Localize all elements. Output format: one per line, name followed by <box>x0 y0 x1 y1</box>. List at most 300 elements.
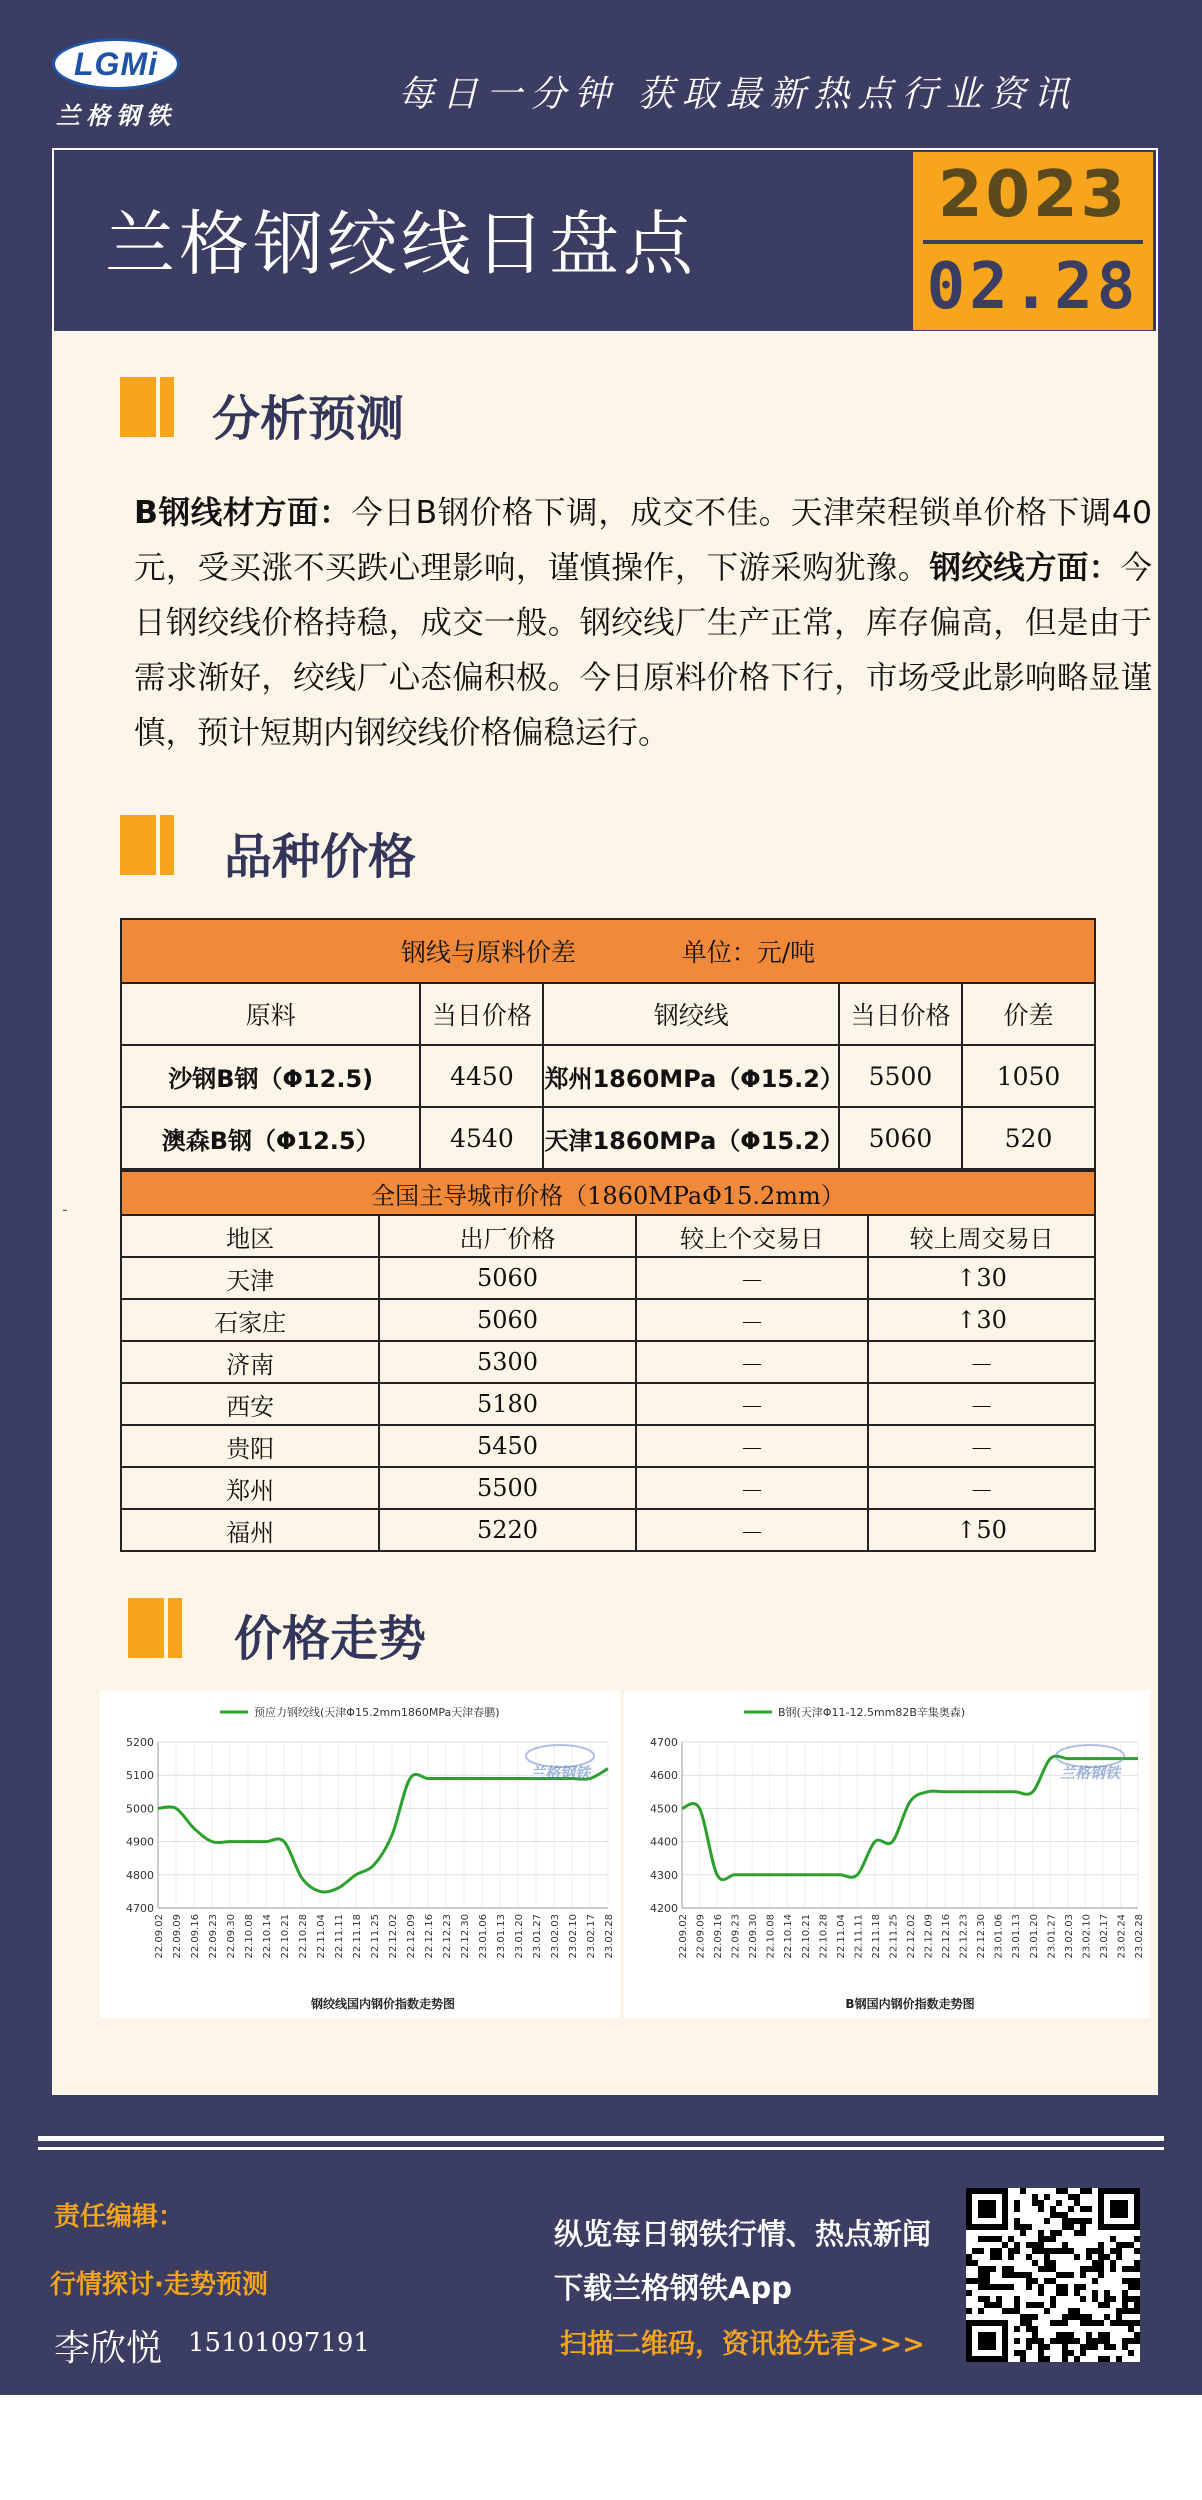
table-cell: 5180 <box>379 1383 636 1425</box>
header-cell: 较上周交易日 <box>868 1215 1095 1257</box>
qr-module <box>1134 2266 1140 2272</box>
qr-module <box>984 2284 990 2290</box>
qr-module <box>1062 2248 1068 2254</box>
qr-module <box>1062 2344 1068 2350</box>
qr-module <box>1074 2254 1080 2260</box>
qr-module <box>1098 2260 1104 2266</box>
qr-module <box>1134 2236 1140 2242</box>
qr-module <box>1080 2206 1086 2212</box>
header-cell: 当日价格 <box>420 983 543 1045</box>
qr-module <box>990 2284 996 2290</box>
x-tick-label: 22.09.02 <box>678 1914 689 1959</box>
qr-module <box>1056 2188 1062 2194</box>
qr-module <box>1050 2230 1056 2236</box>
qr-module <box>1122 2266 1128 2272</box>
qr-module <box>1098 2272 1104 2278</box>
qr-module <box>1134 2284 1140 2290</box>
date-year: 2023 <box>937 158 1129 232</box>
qr-module <box>1050 2236 1056 2242</box>
x-tick-label: 22.11.25 <box>370 1914 381 1959</box>
table-cell: － <box>868 1341 1095 1383</box>
qr-module <box>1080 2296 1086 2302</box>
qr-module <box>1074 2338 1080 2344</box>
qr-module <box>1032 2302 1038 2308</box>
qr-module <box>1038 2356 1044 2362</box>
b-steel-label: B钢线材方面： <box>134 495 352 531</box>
qr-module <box>1044 2278 1050 2284</box>
b-steel-text: 今日B钢价格下调，成交不佳。天津荣程锁单价格下调40元，受买涨不买跌心理影响，谨慎操作，下游采购犹豫。 <box>134 495 1153 586</box>
qr-module <box>1074 2194 1080 2200</box>
qr-module <box>1068 2314 1074 2320</box>
x-tick-label: 22.12.09 <box>923 1914 935 1959</box>
x-tick-label: 22.09.09 <box>695 1914 707 1959</box>
qr-module <box>1032 2314 1038 2320</box>
qr-module <box>972 2260 978 2266</box>
chart-svg <box>624 1690 1150 2018</box>
qr-module <box>1062 2284 1068 2290</box>
x-tick-label: 22.09.30 <box>748 1914 760 1959</box>
x-tick-label: 22.11.18 <box>352 1914 363 1959</box>
qr-module <box>1050 2296 1056 2302</box>
qr-module <box>1062 2218 1068 2224</box>
qr-module <box>1104 2302 1110 2308</box>
qr-module <box>1014 2242 1020 2248</box>
x-tick-label: 23.01.27 <box>1046 1914 1058 1959</box>
x-tick-label: 23.01.27 <box>532 1914 543 1959</box>
side-mark: - <box>62 1200 68 1219</box>
qr-module <box>1038 2230 1044 2236</box>
table-cell: 1050 <box>962 1045 1095 1107</box>
qr-module <box>978 2296 984 2302</box>
section-title-trend: 价格走势 <box>234 1611 427 1667</box>
qr-module <box>1080 2224 1086 2230</box>
x-tick-label: 22.09.23 <box>208 1914 219 1959</box>
table-cell: － <box>868 1467 1095 1509</box>
x-tick-label: 23.02.17 <box>1098 1914 1110 1959</box>
city-price-table <box>120 1170 1096 1552</box>
table-cell: － <box>636 1383 868 1425</box>
table-row <box>121 1045 1095 1107</box>
table-row <box>121 1425 1095 1467</box>
qr-module <box>978 2284 984 2290</box>
table-cell: 沙钢B钢（Φ12.5) <box>121 1045 420 1107</box>
qr-module <box>1080 2314 1086 2320</box>
strand-text: 今日钢绞线价格持稳，成交一般。钢绞线厂生产正常，库存偏高，但是由于需求渐好，绞线厂心态偏积极。今日原料价格下行，市场受此影响略显谨慎，预计短期内钢绞线价格偏稳运行。 <box>134 550 1152 751</box>
qr-module <box>1080 2230 1086 2236</box>
qr-module <box>1092 2296 1098 2302</box>
qr-module <box>990 2254 996 2260</box>
qr-module <box>1086 2206 1092 2212</box>
qr-module <box>1032 2200 1038 2206</box>
qr-module <box>1062 2188 1068 2194</box>
qr-module <box>1062 2356 1068 2362</box>
qr-module <box>1080 2344 1086 2350</box>
qr-module <box>1080 2218 1086 2224</box>
qr-module <box>1044 2248 1050 2254</box>
qr-module <box>1050 2266 1056 2272</box>
footer-line-3[interactable]: 扫描二维码，资讯抢先看>>> <box>560 2329 925 2360</box>
qr-module <box>1110 2236 1116 2242</box>
table-cell: 5220 <box>379 1509 636 1551</box>
x-tick-label: 23.01.20 <box>514 1914 525 1959</box>
qr-module <box>1026 2338 1032 2344</box>
table-cell: 5500 <box>379 1467 636 1509</box>
qr-module <box>1032 2260 1038 2266</box>
qr-module <box>1122 2308 1128 2314</box>
table-cell: 济南 <box>121 1341 379 1383</box>
qr-module <box>1098 2320 1104 2326</box>
logo-cn: 兰格钢铁 <box>56 101 176 130</box>
header-cell: 地区 <box>121 1215 379 1257</box>
qr-module <box>1098 2356 1104 2362</box>
qr-module <box>1104 2254 1110 2260</box>
qr-module <box>1092 2266 1098 2272</box>
header-cell: 当日价格 <box>839 983 962 1045</box>
x-tick-label: 23.02.24 <box>1116 1914 1128 1959</box>
qr-module <box>1002 2242 1008 2248</box>
qr-module <box>1080 2266 1086 2272</box>
x-tick-label: 22.11.11 <box>853 1914 865 1959</box>
table-cell: 郑州1860MPa（Φ15.2） <box>543 1045 838 1107</box>
table-cell: － <box>636 1299 868 1341</box>
table-cell: － <box>636 1425 868 1467</box>
slogan: 每日一分钟 获取最新热点行业资讯 <box>398 74 1078 115</box>
table-cell: 5060 <box>379 1257 636 1299</box>
qr-module <box>1104 2314 1110 2320</box>
qr-module <box>1038 2338 1044 2344</box>
qr-module <box>1050 2248 1056 2254</box>
qr-module <box>1008 2254 1014 2260</box>
qr-module <box>1032 2332 1038 2338</box>
y-tick-label: 4900 <box>126 1835 154 1849</box>
qr-module <box>1134 2332 1140 2338</box>
analysis-text <box>134 486 1152 761</box>
table-cell: 石家庄 <box>121 1299 379 1341</box>
qr-module <box>1062 2242 1068 2248</box>
qr-module <box>1062 2338 1068 2344</box>
qr-module <box>996 2296 1002 2302</box>
qr-module <box>1092 2338 1098 2344</box>
qr-module <box>1086 2320 1092 2326</box>
qr-module <box>1116 2320 1122 2326</box>
date-month-day: 02.28 <box>926 250 1140 324</box>
qr-module <box>1122 2344 1128 2350</box>
qr-module <box>1104 2332 1110 2338</box>
qr-module <box>1104 2338 1110 2344</box>
footer-tagline: 行情探讨·走势预测 <box>50 2270 268 2300</box>
qr-module <box>996 2248 1002 2254</box>
qr-module <box>1122 2320 1128 2326</box>
qr-module <box>1086 2338 1092 2344</box>
qr-module <box>1074 2200 1080 2206</box>
qr-module <box>1050 2278 1056 2284</box>
qr-module <box>1032 2326 1038 2332</box>
qr-module <box>1110 2320 1116 2326</box>
qr-module <box>1020 2314 1026 2320</box>
table-cell: 西安 <box>121 1383 379 1425</box>
qr-module <box>1002 2266 1008 2272</box>
strand-label: 钢绞线方面： <box>929 550 1121 586</box>
qr-module <box>1074 2284 1080 2290</box>
qr-module <box>1038 2266 1044 2272</box>
qr-module <box>1044 2218 1050 2224</box>
table-cell: － <box>868 1383 1095 1425</box>
qr-module <box>1056 2272 1062 2278</box>
table-cell: 5300 <box>379 1341 636 1383</box>
qr-module <box>1038 2200 1044 2206</box>
qr-module <box>1032 2278 1038 2284</box>
x-tick-label: 23.01.13 <box>1011 1914 1023 1959</box>
qr-module <box>1014 2206 1020 2212</box>
spread-table <box>120 918 1096 1170</box>
x-tick-label: 22.12.09 <box>406 1914 417 1959</box>
qr-module <box>990 2302 996 2308</box>
qr-module <box>1056 2284 1062 2290</box>
qr-module <box>1068 2194 1074 2200</box>
table-cell: 4450 <box>420 1045 543 1107</box>
qr-module <box>1068 2248 1074 2254</box>
x-tick-label: 23.01.13 <box>496 1914 507 1959</box>
qr-module <box>984 2278 990 2284</box>
qr-module <box>1038 2302 1044 2308</box>
qr-module <box>1098 2248 1104 2254</box>
x-tick-label: 22.10.28 <box>818 1914 830 1959</box>
qr-module <box>1080 2284 1086 2290</box>
qr-module <box>1098 2338 1104 2344</box>
qr-module <box>1038 2290 1044 2296</box>
qr-module <box>996 2254 1002 2260</box>
qr-module <box>1020 2224 1026 2230</box>
date-divider <box>923 240 1143 244</box>
x-tick-label: 22.09.30 <box>226 1914 237 1959</box>
qr-module <box>1026 2284 1032 2290</box>
table-row <box>121 1299 1095 1341</box>
qr-module <box>1110 2260 1116 2266</box>
qr-module <box>1038 2344 1044 2350</box>
qr-module <box>1128 2284 1134 2290</box>
table-row <box>121 1509 1095 1551</box>
qr-module <box>1038 2242 1044 2248</box>
qr-module <box>1080 2272 1086 2278</box>
qr-module <box>1128 2266 1134 2272</box>
y-tick-label: 4400 <box>650 1835 678 1849</box>
table-cell: ↑30 <box>868 1257 1095 1299</box>
qr-module <box>1128 2242 1134 2248</box>
table-cell: 贵阳 <box>121 1425 379 1467</box>
editor-label: 责任编辑： <box>54 2202 185 2232</box>
qr-module <box>1044 2260 1050 2266</box>
table-cell: － <box>636 1341 868 1383</box>
qr-module <box>1092 2260 1098 2266</box>
qr-module <box>1104 2344 1110 2350</box>
qr-module <box>1020 2272 1026 2278</box>
qr-module <box>1032 2248 1038 2254</box>
watermark-label: 兰格钢铁 <box>1059 1764 1121 1782</box>
qr-module <box>1116 2242 1122 2248</box>
qr-module <box>1092 2344 1098 2350</box>
table-cell: 郑州 <box>121 1467 379 1509</box>
header-cell: 钢绞线 <box>543 983 838 1045</box>
qr-module <box>978 2278 984 2284</box>
qr-module <box>1086 2314 1092 2320</box>
qr-module <box>1002 2272 1008 2278</box>
qr-module <box>996 2236 1002 2242</box>
qr-module <box>1056 2332 1062 2338</box>
qr-module <box>1026 2302 1032 2308</box>
qr-module <box>1074 2290 1080 2296</box>
qr-module <box>966 2290 972 2296</box>
qr-module <box>1134 2308 1140 2314</box>
qr-module <box>1128 2278 1134 2284</box>
qr-module <box>1074 2314 1080 2320</box>
legend-label: 预应力钢绞线(天津Φ15.2mm1860MPa天津春鹏) <box>254 1706 500 1719</box>
qr-module <box>1014 2224 1020 2230</box>
table-cell: 4540 <box>420 1107 543 1169</box>
footer-line-1: 纵览每日钢铁行情、热点新闻 <box>554 2217 932 2251</box>
qr-module <box>1008 2284 1014 2290</box>
qr-module <box>1008 2248 1014 2254</box>
qr-module <box>966 2260 972 2266</box>
qr-module <box>1038 2248 1044 2254</box>
y-tick-label: 5200 <box>126 1736 154 1749</box>
section-title-prices: 品种价格 <box>224 829 417 885</box>
qr-module <box>1032 2338 1038 2344</box>
x-tick-label: 22.10.14 <box>783 1914 795 1959</box>
qr-module <box>1014 2296 1020 2302</box>
x-tick-label: 23.01.20 <box>1028 1914 1040 1959</box>
spread-title: 钢线与原料价差 <box>400 938 576 967</box>
qr-module <box>966 2254 972 2260</box>
qr-module <box>1134 2296 1140 2302</box>
b-steel-price-chart <box>624 1690 1150 2018</box>
qr-module <box>1122 2278 1128 2284</box>
qr-module <box>1026 2344 1032 2350</box>
x-tick-label: 22.09.02 <box>154 1914 165 1959</box>
qr-module <box>1062 2314 1068 2320</box>
qr-module <box>1086 2332 1092 2338</box>
x-tick-label: 22.12.02 <box>906 1914 917 1959</box>
qr-module <box>1056 2338 1062 2344</box>
table-cell: 5450 <box>379 1425 636 1467</box>
qr-module <box>1050 2302 1056 2308</box>
x-tick-label: 22.11.25 <box>888 1914 900 1959</box>
qr-module <box>984 2266 990 2272</box>
qr-module <box>1128 2350 1134 2356</box>
qr-module <box>1062 2224 1068 2230</box>
qr-code-icon[interactable] <box>966 2188 1140 2362</box>
date-box <box>913 152 1153 330</box>
qr-module <box>1026 2278 1032 2284</box>
y-tick-label: 5100 <box>126 1769 154 1783</box>
qr-module <box>1014 2248 1020 2254</box>
qr-module <box>1128 2296 1134 2302</box>
qr-module <box>1128 2308 1134 2314</box>
table-cell: 5060 <box>379 1299 636 1341</box>
x-tick-label: 22.10.14 <box>262 1914 273 1959</box>
table-cell: － <box>636 1467 868 1509</box>
qr-module <box>1014 2338 1020 2344</box>
qr-module <box>1038 2284 1044 2290</box>
x-tick-label: 22.12.16 <box>941 1914 953 1959</box>
qr-module <box>1056 2320 1062 2326</box>
qr-module <box>978 2266 984 2272</box>
qr-module <box>1020 2320 1026 2326</box>
x-tick-label: 23.02.03 <box>1063 1914 1075 1959</box>
chart-title: B钢国内钢价指数走势图 <box>845 1997 975 2011</box>
x-tick-label: 22.11.18 <box>870 1914 882 1959</box>
qr-module <box>1050 2212 1056 2218</box>
qr-module <box>1110 2344 1116 2350</box>
qr-module <box>1074 2230 1080 2236</box>
qr-module <box>1032 2194 1038 2200</box>
qr-module <box>978 2248 984 2254</box>
qr-module <box>1092 2320 1098 2326</box>
qr-module <box>1056 2200 1062 2206</box>
qr-module <box>1026 2272 1032 2278</box>
qr-module <box>1110 2296 1116 2302</box>
qr-module <box>1086 2344 1092 2350</box>
qr-module <box>1098 2302 1104 2308</box>
qr-module <box>1020 2230 1026 2236</box>
header-cell: 价差 <box>962 983 1095 1045</box>
qr-module <box>1002 2308 1008 2314</box>
qr-module <box>1014 2272 1020 2278</box>
qr-module <box>1134 2338 1140 2344</box>
qr-module <box>1092 2290 1098 2296</box>
table-row <box>121 1467 1095 1509</box>
editor-phone: 15101097191 <box>188 2328 370 2358</box>
table-header-row <box>121 983 1095 1045</box>
qr-module <box>1086 2266 1092 2272</box>
table-cell: 5500 <box>839 1045 962 1107</box>
table-cell: － <box>636 1509 868 1551</box>
qr-module <box>1122 2242 1128 2248</box>
table-cell: 天津1860MPa（Φ15.2） <box>543 1107 838 1169</box>
x-tick-label: 23.02.03 <box>550 1914 561 1959</box>
qr-module <box>984 2272 990 2278</box>
qr-module <box>1062 2320 1068 2326</box>
qr-module <box>1122 2296 1128 2302</box>
qr-module <box>1074 2218 1080 2224</box>
qr-module <box>996 2284 1002 2290</box>
qr-module <box>1134 2320 1140 2326</box>
series-line <box>158 1769 608 1892</box>
qr-module <box>1014 2350 1020 2356</box>
table-cell: 天津 <box>121 1257 379 1299</box>
qr-module <box>1086 2248 1092 2254</box>
watermark-label: 兰格钢铁 <box>529 1764 591 1782</box>
logo-mark <box>52 38 180 90</box>
footer-divider <box>38 2147 1164 2150</box>
x-tick-label: 22.12.02 <box>388 1914 399 1959</box>
qr-module <box>1026 2254 1032 2260</box>
qr-module <box>984 2296 990 2302</box>
qr-module <box>966 2308 972 2314</box>
qr-module <box>1068 2224 1074 2230</box>
qr-module <box>1068 2308 1074 2314</box>
qr-module <box>1044 2266 1050 2272</box>
qr-module <box>1068 2332 1074 2338</box>
qr-module <box>1116 2314 1122 2320</box>
y-tick-label: 4700 <box>650 1736 678 1749</box>
table-cell: 520 <box>962 1107 1095 1169</box>
qr-module <box>1038 2350 1044 2356</box>
section-title-analysis: 分析预测 <box>212 391 405 447</box>
x-tick-label: 22.10.08 <box>244 1914 255 1959</box>
x-tick-label: 22.11.04 <box>835 1914 847 1959</box>
x-tick-label: 22.10.08 <box>765 1914 777 1959</box>
spread-unit: 单位：元/吨 <box>681 938 816 967</box>
